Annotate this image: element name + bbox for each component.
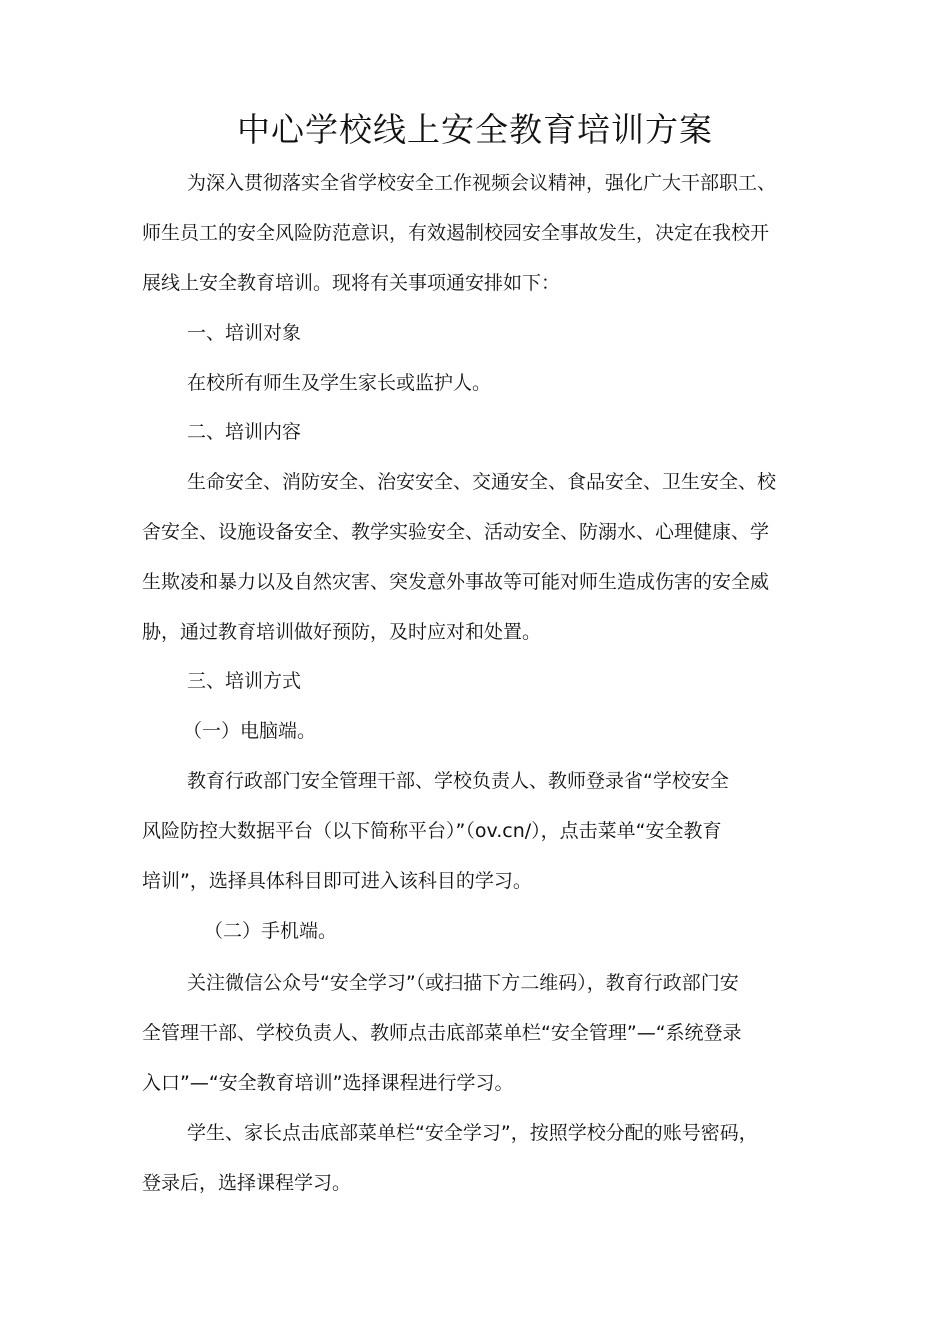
content-line-2: 舍安全、设施设备安全、教学实验安全、活动安全、防溺水、心理健康、学 — [142, 521, 770, 543]
section-heading-methods: 三、培训方式 — [187, 670, 302, 692]
mobile-line-2: 全管理干部、学校负责人、教师点击底部菜单栏“安全管理”—“系统登录 — [142, 1022, 742, 1044]
subheading-mobile: （二）手机端。 — [204, 920, 338, 942]
pc-line-2: 风险防控大数据平台（以下简称平台）”（ov.cn/），点击菜单“安全教育 — [142, 820, 722, 842]
content-line-4: 胁，通过教育培训做好预防，及时应对和处置。 — [142, 621, 542, 643]
intro-line-2: 师生员工的安全风险防范意识，有效遏制校园安全事故发生，决定在我校开 — [142, 222, 770, 244]
subheading-pc: （一）电脑端。 — [183, 720, 317, 742]
content-line-1: 生命安全、消防安全、治安安全、交通安全、食品安全、卫生安全、校 — [187, 471, 777, 493]
pc-line-3: 培训”，选择具体科目即可进入该科目的学习。 — [142, 870, 532, 892]
document-title: 中心学校线上安全教育培训方案 — [237, 110, 713, 149]
targets-text: 在校所有师生及学生家长或监护人。 — [187, 372, 492, 394]
students-line-2: 登录后，选择课程学习。 — [142, 1172, 352, 1194]
section-heading-targets: 一、培训对象 — [187, 322, 302, 344]
section-heading-content: 二、培训内容 — [187, 421, 302, 443]
students-line-1: 学生、家长点击底部菜单栏“安全学习”，按照学校分配的账号密码， — [187, 1122, 758, 1144]
intro-line-1: 为深入贯彻落实全省学校安全工作视频会议精神，强化广大干部职工、 — [187, 172, 777, 194]
content-line-3: 生欺凌和暴力以及自然灾害、突发意外事故等可能对师生造成伤害的安全威 — [142, 571, 770, 593]
pc-line-1: 教育行政部门安全管理干部、学校负责人、教师登录省“学校安全 — [187, 770, 729, 792]
mobile-line-1: 关注微信公众号“安全学习”（或扫描下方二维码），教育行政部门安 — [187, 972, 739, 994]
mobile-line-3: 入口”—“安全教育培训”选择课程进行学习。 — [142, 1072, 514, 1094]
intro-line-3: 展线上安全教育培训。现将有关事项通安排如下： — [142, 272, 561, 294]
